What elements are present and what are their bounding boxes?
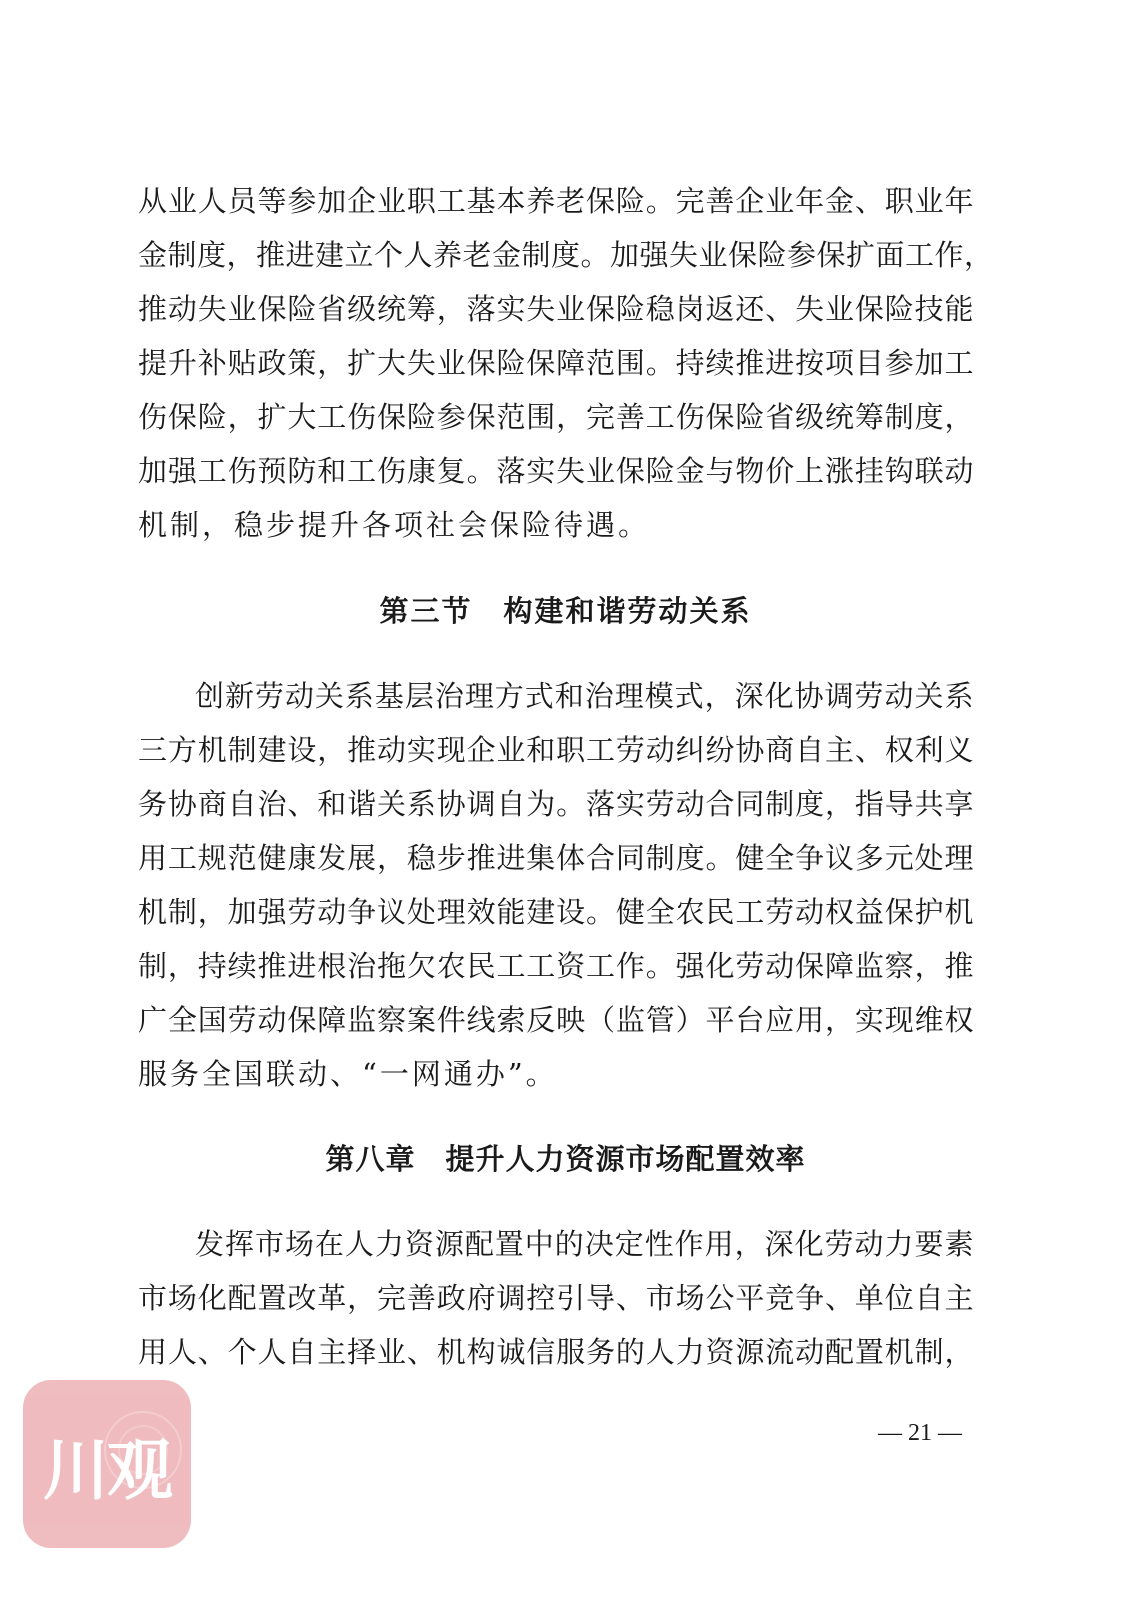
text-line: 发挥市场在人力资源配置中的决定性作用，深化劳动力要素 (195, 1227, 974, 1261)
text-line: 市场化配置改革，完善政府调控引导、市场公平竞争、单位自主 (138, 1281, 974, 1315)
text-line: 广全国劳动保障监察案件线索反映（监管）平台应用，实现维权 (138, 1003, 974, 1037)
text-line: 务协商自治、和谐关系协调自为。落实劳动合同制度，指导共享 (138, 787, 974, 821)
chapter-heading: 第八章 提升人力资源市场配置效率 (325, 1142, 806, 1176)
text-line: 加强工伤预防和工伤康复。落实失业保险金与物价上涨挂钩联动 (138, 454, 974, 488)
text-line: 提升补贴政策，扩大失业保险保障范围。持续推进按项目参加工 (138, 346, 974, 380)
page-number: — 21 — (878, 1420, 962, 1446)
text-line: 用人、个人自主择业、机构诚信服务的人力资源流动配置机制， (138, 1335, 974, 1369)
text-line: 推动失业保险省级统筹，落实失业保险稳岗返还、失业保险技能 (138, 292, 974, 326)
text-line: 制，持续推进根治拖欠农民工工资工作。强化劳动保障监察，推 (138, 949, 974, 983)
text-line: 服务全国联动、“一网通办”。 (138, 1057, 558, 1091)
text-line: 从业人员等参加企业职工基本养老保险。完善企业年金、职业年 (138, 184, 974, 218)
text-line: 创新劳动关系基层治理方式和治理模式，深化协调劳动关系 (195, 679, 974, 713)
text-line: 三方机制建设，推动实现企业和职工劳动纠纷协商自主、权利义 (138, 733, 974, 767)
section-heading: 第三节 构建和谐劳动关系 (379, 594, 752, 628)
watermark-logo (23, 1380, 191, 1548)
text-line: 用工规范健康发展，稳步推进集体合同制度。健全争议多元处理 (138, 841, 974, 875)
watermark-text: 川观 (43, 1431, 171, 1509)
text-line: 机制，加强劳动争议处理效能建设。健全农民工劳动权益保护机 (138, 895, 974, 929)
text-line: 机制，稳步提升各项社会保险待遇。 (138, 508, 651, 542)
text-line: 伤保险，扩大工伤保险参保范围，完善工伤保险省级统筹制度， (138, 400, 974, 434)
text-line: 金制度，推进建立个人养老金制度。加强失业保险参保扩面工作， (138, 238, 994, 272)
